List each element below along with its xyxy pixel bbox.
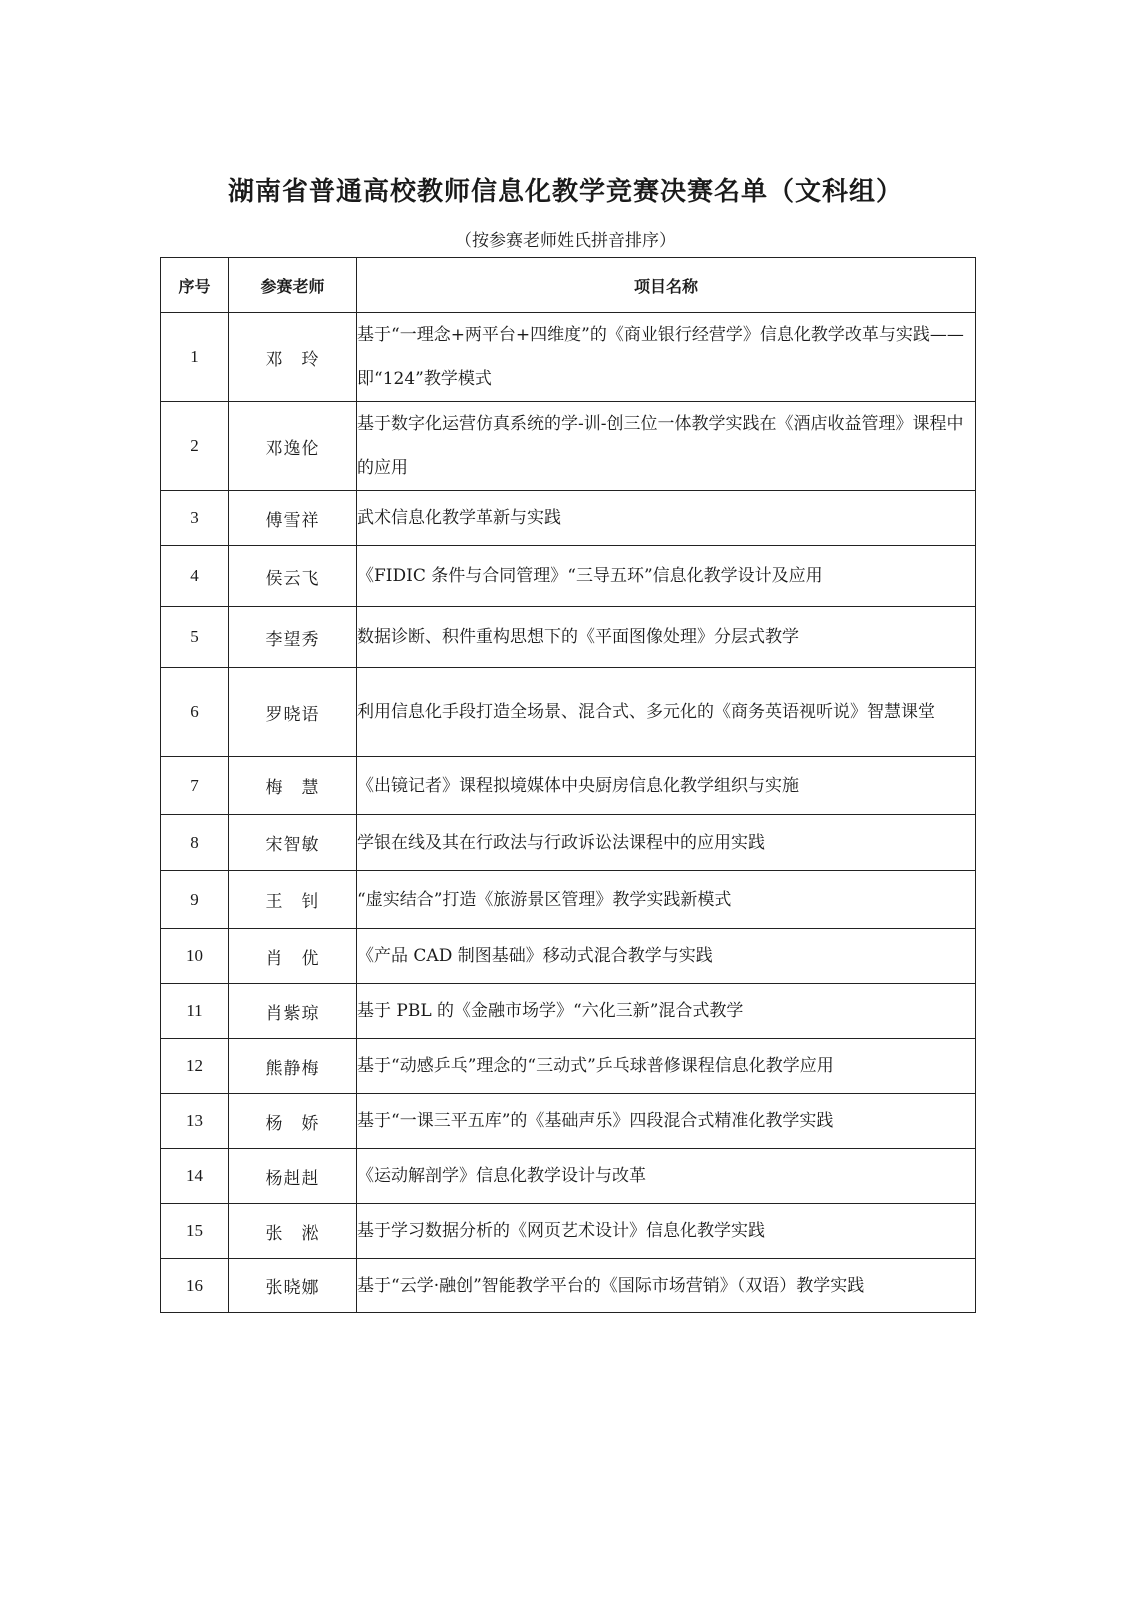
row-number: 5: [161, 607, 229, 668]
teacher-name: 张晓娜: [229, 1259, 357, 1313]
row-number: 9: [161, 871, 229, 929]
table-row: [161, 929, 976, 984]
table-row: [161, 1039, 976, 1094]
row-number: 10: [161, 929, 229, 984]
table-row: [161, 757, 976, 815]
table-row: [161, 607, 976, 668]
column-header-number: 序号: [161, 258, 229, 313]
teacher-name: 肖紫琼: [229, 984, 357, 1039]
project-name: 数据诊断、积件重构思想下的《平面图像处理》分层式教学: [357, 607, 976, 668]
table-row: [161, 1149, 976, 1204]
table-header-row: [161, 258, 976, 313]
column-header-project: 项目名称: [357, 258, 976, 313]
teacher-name: 梅 慧: [229, 757, 357, 815]
project-name: 基于 PBL 的《金融市场学》“六化三新”混合式教学: [357, 984, 976, 1039]
table-row: [161, 1204, 976, 1259]
table-row: [161, 1094, 976, 1149]
project-name: 基于“一理念+两平台+四维度”的《商业银行经营学》信息化教学改革与实践——即“124”教学模式: [357, 313, 976, 402]
project-name: 基于学习数据分析的《网页艺术设计》信息化教学实践: [357, 1204, 976, 1259]
row-number: 3: [161, 491, 229, 546]
row-number: 6: [161, 668, 229, 757]
row-number: 13: [161, 1094, 229, 1149]
row-number: 12: [161, 1039, 229, 1094]
teacher-name: 侯云飞: [229, 546, 357, 607]
table-row: [161, 871, 976, 929]
table-row: [161, 546, 976, 607]
project-name: 基于数字化运营仿真系统的学-训-创三位一体教学实践在《酒店收益管理》课程中的应用: [357, 402, 976, 491]
teacher-name: 傅雪祥: [229, 491, 357, 546]
project-name: “虚实结合”打造《旅游景区管理》教学实践新模式: [357, 871, 976, 929]
row-number: 11: [161, 984, 229, 1039]
teacher-name: 张 淞: [229, 1204, 357, 1259]
teacher-name: 罗晓语: [229, 668, 357, 757]
finalist-table: [160, 257, 976, 1313]
teacher-name: 熊静梅: [229, 1039, 357, 1094]
row-number: 8: [161, 815, 229, 871]
table-row: [161, 313, 976, 402]
column-header-teacher: 参赛老师: [229, 258, 357, 313]
project-name: 《出镜记者》课程拟境媒体中央厨房信息化教学组织与实施: [357, 757, 976, 815]
teacher-name: 肖 优: [229, 929, 357, 984]
project-name: 《运动解剖学》信息化教学设计与改革: [357, 1149, 976, 1204]
teacher-name: 王 钊: [229, 871, 357, 929]
table-row: [161, 402, 976, 491]
row-number: 16: [161, 1259, 229, 1313]
row-number: 14: [161, 1149, 229, 1204]
row-number: 1: [161, 313, 229, 402]
project-name: 《FIDIC 条件与合同管理》“三导五环”信息化教学设计及应用: [357, 546, 976, 607]
table-row: [161, 1259, 976, 1313]
row-number: 2: [161, 402, 229, 491]
teacher-name: 宋智敏: [229, 815, 357, 871]
table-row: [161, 668, 976, 757]
project-name: 利用信息化手段打造全场景、混合式、多元化的《商务英语视听说》智慧课堂: [357, 668, 976, 757]
document-title: 湖南省普通高校教师信息化教学竞赛决赛名单（文科组）: [227, 177, 903, 207]
table-row: [161, 491, 976, 546]
project-name: 基于“动感乒乓”理念的“三动式”乒乓球普修课程信息化教学应用: [357, 1039, 976, 1094]
project-name: 学银在线及其在行政法与行政诉讼法课程中的应用实践: [357, 815, 976, 871]
teacher-name: 杨 娇: [229, 1094, 357, 1149]
project-name: 《产品 CAD 制图基础》移动式混合教学与实践: [357, 929, 976, 984]
row-number: 15: [161, 1204, 229, 1259]
teacher-name: 杨赳赳: [229, 1149, 357, 1204]
project-name: 武术信息化教学革新与实践: [357, 491, 976, 546]
teacher-name: 邓 玲: [229, 313, 357, 402]
document-subtitle: （按参赛老师姓氏拼音排序）: [455, 231, 676, 251]
table-row: [161, 984, 976, 1039]
teacher-name: 邓逸伦: [229, 402, 357, 491]
project-name: 基于“一课三平五库”的《基础声乐》四段混合式精准化教学实践: [357, 1094, 976, 1149]
row-number: 4: [161, 546, 229, 607]
teacher-name: 李望秀: [229, 607, 357, 668]
row-number: 7: [161, 757, 229, 815]
project-name: 基于“云学·融创”智能教学平台的《国际市场营销》（双语）教学实践: [357, 1259, 976, 1313]
table-row: [161, 815, 976, 871]
